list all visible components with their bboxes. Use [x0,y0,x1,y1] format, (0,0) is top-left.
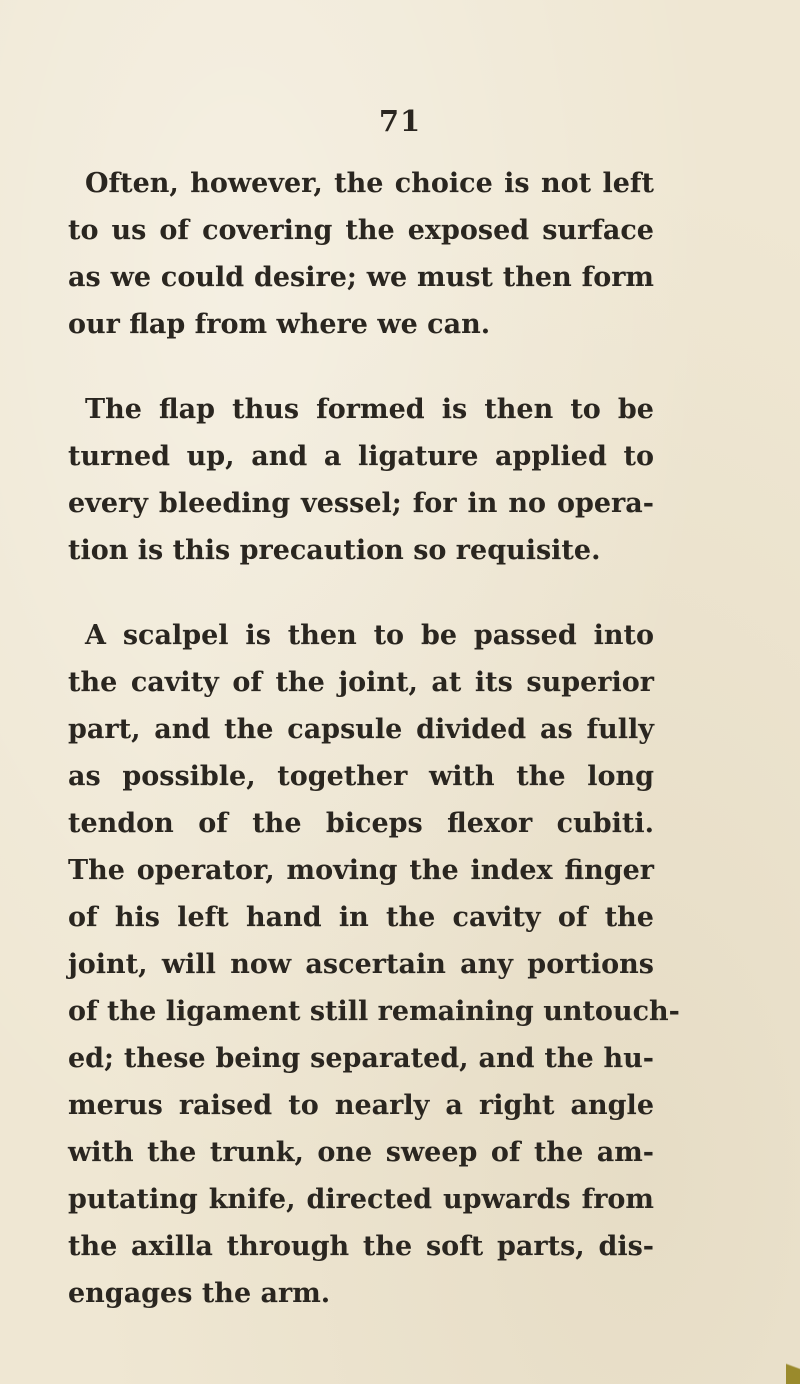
text-line: tion is this precaution so requisite. [68,535,601,566]
text-line: to us of covering the exposed surface [68,215,654,246]
paragraph [68,160,654,348]
text-line: as possible, together with the long [68,761,654,792]
text-line: joint, will now ascertain any portions [68,949,654,980]
text-line: of the ligament still remaining untouch- [68,996,680,1027]
text-line: the axilla through the soft parts, dis- [68,1231,654,1262]
text-line: part, and the capsule divided as fully [68,714,654,745]
text-line: Often, however, the choice is not left [85,168,654,199]
text-line: A scalpel is then to be passed into [85,620,654,651]
text-line: merus raised to nearly a right angle [68,1090,654,1121]
text-line: The flap thus formed is then to be [85,394,654,425]
text-line: ed; these being separated, and the hu- [68,1043,654,1074]
text-line: of his left hand in the cavity of the [68,902,654,933]
page-edge-mark [786,1354,800,1384]
text-line: as we could desire; we must then form [68,262,654,293]
text-line: tendon of the biceps flexor cubiti. [68,808,654,839]
paragraph [68,386,654,574]
paragraph [68,612,680,1317]
text-line: our flap from where we can. [68,309,491,340]
text-line: the cavity of the joint, at its superior [68,667,654,698]
text-line: every bleeding vessel; for in no opera- [68,488,654,519]
text-line: with the trunk, one sweep of the am- [68,1137,654,1168]
text-line: engages the arm. [68,1278,331,1309]
text-line: putating knife, directed upwards from [68,1184,654,1215]
text-line: turned up, and a ligature applied to [68,441,654,472]
body-text [68,160,680,1355]
text-line: The operator, moving the index finger [68,855,654,886]
page-number: 71 [378,104,422,138]
